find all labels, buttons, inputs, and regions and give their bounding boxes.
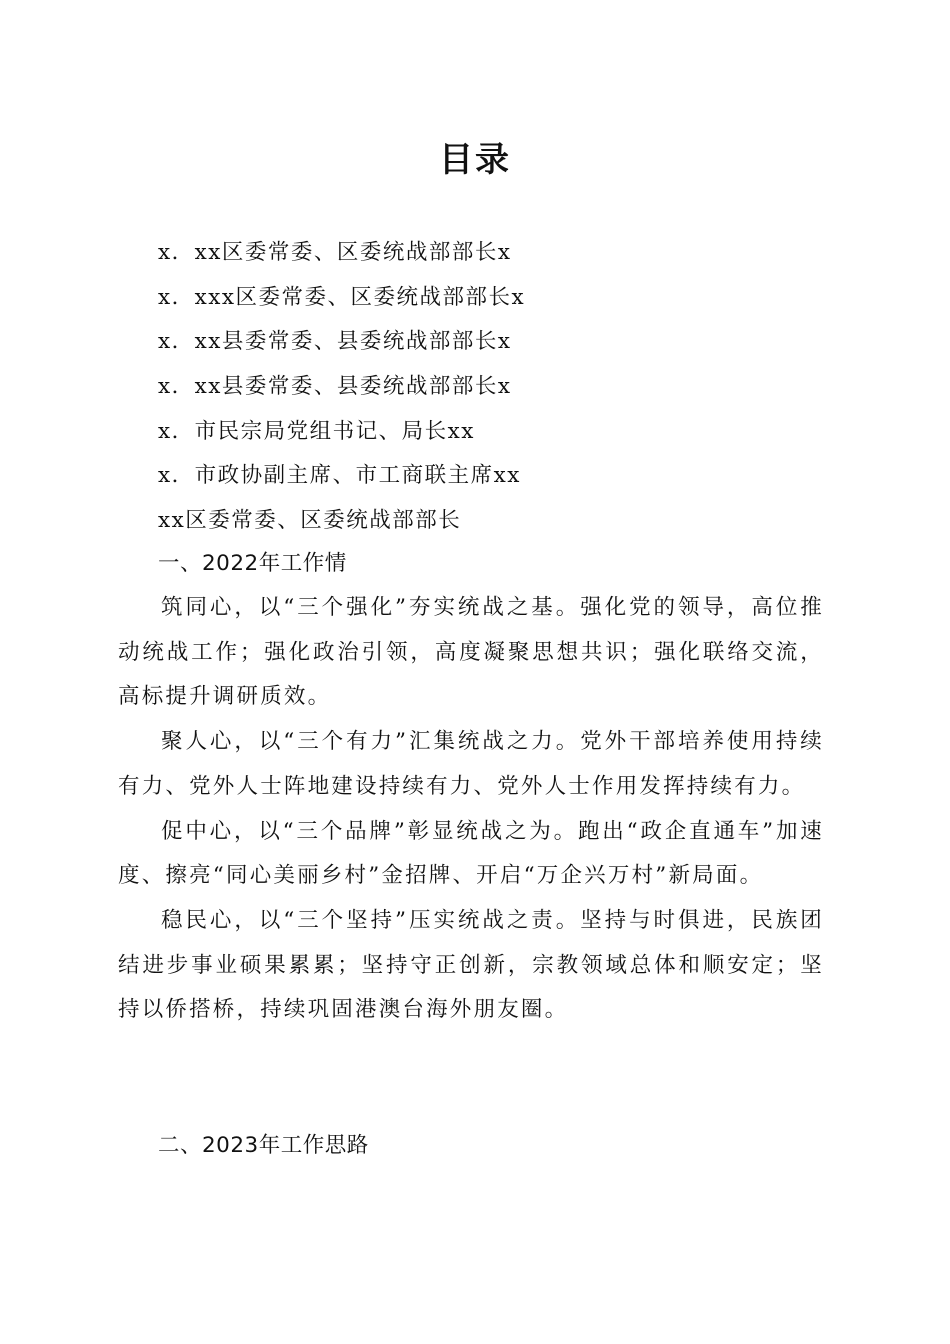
paragraph: 促中心，以“三个品牌”彰显统战之为。跑出“政企直通车”加速度、擦亮“同心美丽乡村”金招牌、开启“万企兴万村”新局面。 bbox=[118, 818, 824, 889]
section-heading-2022: 一、2022年工作情 bbox=[158, 551, 347, 576]
toc-item[interactable]: x．xxx区委常委、区委统战部部长x bbox=[158, 284, 526, 310]
page-title: 目录 bbox=[439, 140, 511, 180]
body-text bbox=[118, 586, 824, 1033]
toc-item[interactable]: x．市政协副主席、市工商联主席xx bbox=[158, 463, 521, 489]
table-of-contents bbox=[158, 231, 838, 544]
paragraph: 稳民心，以“三个坚持”压实统战之责。坚持与时俱进，民族团结进步事业硕果累累；坚持守正创新，宗教领域总体和顺安定；坚持以侨搭桥，持续巩固港澳台海外朋友圈。 bbox=[118, 907, 824, 1023]
section-heading-2023: 二、2023年工作思路 bbox=[158, 1133, 369, 1158]
toc-item[interactable]: x．xx县委常委、县委统战部部长x bbox=[158, 329, 512, 355]
paragraph: 聚人心，以“三个有力”汇集统战之力。党外干部培养使用持续有力、党外人士阵地建设持续有力、党外人士作用发挥持续有力。 bbox=[118, 729, 824, 799]
toc-item[interactable]: x．xx县委常委、县委统战部部长x bbox=[158, 374, 512, 400]
toc-item[interactable]: x．市民宗局党组书记、局长xx bbox=[158, 418, 475, 444]
paragraph: 筑同心，以“三个强化”夯实统战之基。强化党的领导，高位推动统战工作；强化政治引领，高度凝聚思想共识；强化联络交流，高标提升调研质效。 bbox=[118, 595, 824, 710]
toc-item[interactable]: x．xx区委常委、区委统战部部长x bbox=[158, 240, 512, 265]
toc-item[interactable]: xx区委常委、区委统战部部长 bbox=[158, 508, 462, 534]
